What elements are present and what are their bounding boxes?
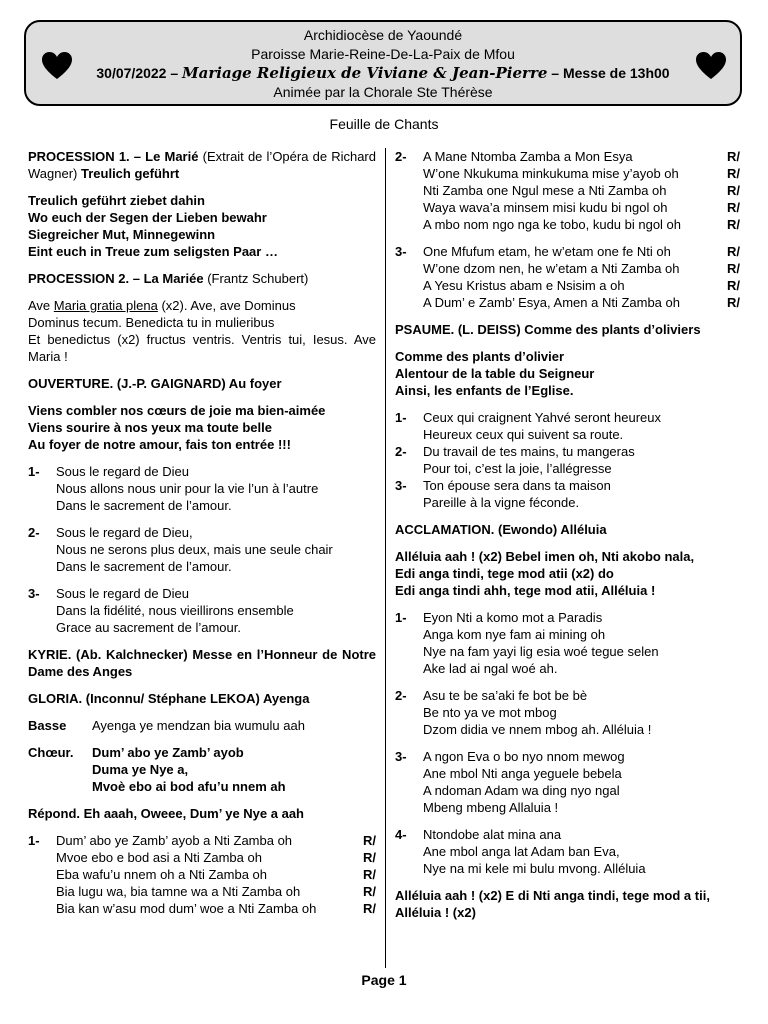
gloria-verse-2: 2- A Mane Ntomba Zamba a Mon Esya R/ W’one Nkukuma minkukuma mise y’ayob oh R/ Nti Zamba one Ngul mese a Nti Zamba oh R/ Waya wava’a minsem misi kudu bi ngol oh R/ A mbo nom ngo nga ke tobo, kudu bi ngol oh R/ [395,149,740,232]
kyrie-title: KYRIE. (Ab. Kalchnecker) Messe en l’Honneur de Notre Dame des Anges [28,647,376,679]
gloria-repond: Répond. Eh aaah, Oweee, Dum’ ye Nye a aah [28,806,304,821]
ouverture-verse-2: 2- Sous le regard de Dieu, Nous ne serons plus deux, mais une seule chair Dans le sacrement de l’amour. [28,525,333,574]
heart-icon [696,52,726,80]
page-number: Page 1 [361,972,407,988]
event-title: Mariage Religieux de Viviane & Jean-Pierre [182,64,548,82]
parish: Paroisse Marie-Reine-De-La-Paix de Mfou [251,46,515,62]
archdiocese: Archidiocèse de Yaoundé [303,27,463,43]
choir: Animée par la Chorale Ste Thérèse [273,84,493,100]
ouverture-refrain: Viens combler nos cœurs de joie ma bien-aimée Viens sourire à nos yeux ma toute belle Au foyer de notre amour, fais ton entrée !!! [28,403,326,452]
psaume-title: PSAUME. (L. DEISS) Comme des plants d’oliviers [395,322,701,337]
psaume-refrain: Comme des plants d’olivier Alentour de la table du Seigneur Ainsi, les enfants de l’Eglise. [395,349,595,398]
procession-1: PROCESSION 1. – Le Marié (Extrait de l’Opéra de Richard Wagner) Treulich geführt [28,149,376,181]
gloria-basse: Basse Ayenga ye mendzan bia wumulu aah [28,718,305,733]
ouverture-verse-1: 1- Sous le regard de Dieu Nous allons nous unir pour la vie l’un à l’autre Dans le sacrement de l’amour. [28,464,319,513]
gloria-choeur: Chœur. Dum’ abo ye Zamb’ ayob Duma ye Nye a, Mvoè ebo ai bod afu’u nnem ah [28,745,286,794]
ouverture-verse-3: 3- Sous le regard de Dieu Dans la fidélité, nous vieillirons ensemble Grace au sacrement de l’amour. [28,586,294,635]
header-box [24,20,742,106]
gloria-verse-3: 3- One Mfufum etam, he w’etam one fe Nti oh R/ W’one dzom nen, he w’etam a Nti Zamba oh R/ A Yesu Kristus abam e Nsisim a oh R/ A Dum’ e Zamb’ Esya, Amen a Nti Zamba oh R/ [395,244,740,310]
acclamation-refrain: Alléluia aah ! (x2) Bebel imen oh, Nti akobo nala, Edi anga tindi, tege mod atii (x2) do Edi anga tindi ahh, tege mod atii, Alléluia ! [395,549,695,598]
column-divider [385,148,386,968]
event-line [26,64,740,83]
acclamation-title: ACCLAMATION. (Ewondo) Alléluia [395,522,607,537]
event-date: 30/07/2022 – [96,65,179,81]
gloria-verse-1: 1- Dum’ abo ye Zamb’ ayob a Nti Zamba oh R/ Mvoe ebo e bod asi a Nti Zamba oh R/ Eba wafu’u nnem oh a Nti Zamba oh R/ Bia lugu wa, bia tamne wa a Nti Zamba oh R/ Bia kan w’asu mod dum’ woe a Nti Zamba oh R/ [28,833,376,916]
procession-1-lyrics: Treulich geführt ziebet dahin Wo euch der Segen der Lieben bewahr Siegreicher Mut, Minnegewinn Eint euch in Treue zum seligsten Paar … [28,193,278,259]
heart-icon [42,52,72,80]
sheet-title: Feuille de Chants [329,116,439,132]
gloria-title: GLORIA. (Inconnu/ Stéphane LEKOA) Ayenga [28,691,310,706]
ave-maria-lyrics: Ave Maria gratia plena (x2). Ave, ave Dominus Dominus tecum. Benedicta tu in mulieribus Et benedictus (x2) fructus ventris. Ventris tui, Iesus. Ave Maria ! [28,298,376,364]
mass-time: – Messe de 13h00 [551,65,670,81]
procession-2: PROCESSION 2. – La Mariée (Frantz Schubert) [28,271,309,286]
psaume-verses: 1- Ceux qui craignent Yahvé seront heureux Heureux ceux qui suivent sa route. 2- Du travail de tes mains, tu mangeras Pour toi, c’est la joie, l’allégresse 3- Ton épouse sera dans ta maison Pareille à la vigne féconde. [395,410,662,510]
acclamation-verse-1: 1- Eyon Nti a komo mot a Paradis Anga kom nye fam ai mining oh Nye na fam yayi lig esia woé tegue selen Ake lad ai ngal woé ah. [395,610,659,676]
acclamation-verse-4: 4- Ntondobe alat mina ana Ane mbol anga lat Adam ban Eva, Nye na mi kele mi bulu mvong. Alléluia [395,827,646,876]
acclamation-verse-3: 3- A ngon Eva o bo nyo nnom mewog Ane mbol Nti anga yeguele bebela A ndoman Adam wa ding nyo ngal Mbeng mbeng Allaluia ! [395,749,625,815]
ouverture-title: OUVERTURE. (J.-P. GAIGNARD) Au foyer [28,376,282,391]
acclamation-final: Alléluia aah ! (x2) E di Nti anga tindi, tege mod a tii, Alléluia ! (x2) [395,888,710,920]
left-column [28,148,376,927]
acclamation-verse-2: 2- Asu te be sa’aki fe bot be bè Be nto ya ve mot mbog Dzom didia ve nnem mbog ah. Alléluia ! [395,688,652,737]
right-column [395,148,740,921]
